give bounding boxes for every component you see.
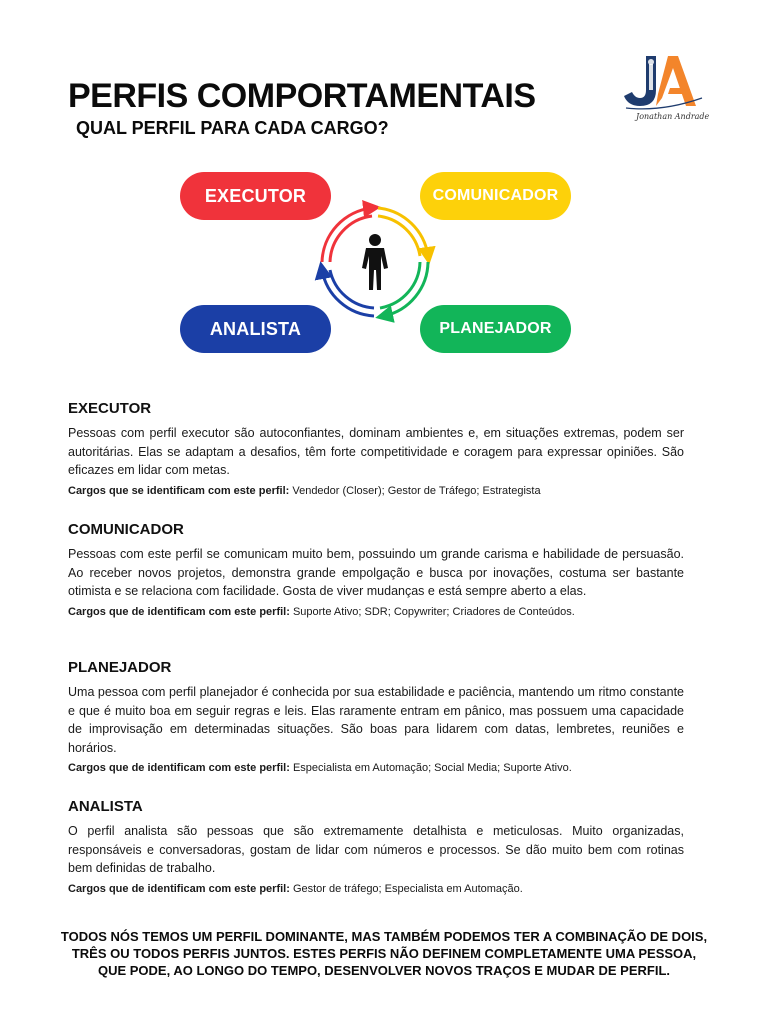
- brand-logo: [616, 50, 708, 132]
- section-roles: [68, 760, 684, 776]
- roles-list: Suporte Ativo; SDR; Copywriter; Criadores de Conteúdos.: [289, 605, 575, 618]
- roles-label: Cargos que de identificam com este perfil:: [68, 882, 290, 895]
- profile-pill-comunicador: COMUNICADOR: [420, 172, 571, 220]
- section-title: PLANEJADOR: [68, 659, 172, 676]
- profile-pill-executor: EXECUTOR: [180, 172, 331, 220]
- section-description: Uma pessoa com perfil planejador é conhecida por sua estabilidade e paciência, mantendo um ritmo constante e que é muito boa em seguir regras e leis. Elas raramente entram em pânico, mas possuem uma capacidade de improvisação em determinadas situações. São boas para lidarem com datas, lembretes, reuniões e horários.: [68, 685, 684, 755]
- profile-cycle-diagram: [300, 190, 460, 330]
- section-roles: [68, 604, 684, 620]
- section-analista: [68, 798, 684, 897]
- section-roles: [68, 483, 684, 499]
- roles-list: Vendedor (Closer); Gestor de Tráfego; Estrategista: [289, 484, 541, 497]
- section-description: Pessoas com perfil executor são autoconfiantes, dominam ambientes e, em situações extremas, podem ser autoritárias. Elas se adaptam a desafios, têm forte competitividade e coragem para expressar opiniões. São eficazes em lidar com metas.: [68, 426, 684, 477]
- person-standing-icon: [362, 234, 388, 290]
- arrow-yellow-icon: [378, 208, 428, 256]
- logo-signature: Jonathan Andrade: [636, 112, 710, 121]
- ja-logo-icon: [616, 50, 708, 114]
- roles-label: Cargos que de identificam com este perfil:: [68, 762, 290, 774]
- roles-list: Especialista em Automação; Social Media; Suporte Ativo.: [289, 762, 572, 774]
- closing-statement: TODOS NÓS TEMOS UM PERFIL DOMINANTE, MAS TAMBÉM PODEMOS TER A COMBINAÇÃO DE DOIS, TRÊS OU TODOS PERFIS JUNTOS. ESTES PERFIS NÃO DEFINEM COMPLETAMENTE UMA PESSOA, QUE PODE, AO LONGO DO TEMPO, DESENVOLVER NOVOS TRAÇOS E MUDAR DE PERFIL.: [60, 929, 708, 978]
- arrow-blue-icon: [322, 270, 374, 316]
- page-title: PERFIS COMPORTAMENTAIS: [68, 77, 536, 115]
- section-title: ANALISTA: [68, 798, 143, 815]
- profile-pill-planejador: PLANEJADOR: [420, 305, 571, 353]
- profile-pill-analista: ANALISTA: [180, 305, 331, 353]
- roles-label: Cargos que de identificam com este perfil:: [68, 605, 290, 618]
- section-comunicador: [68, 521, 684, 620]
- roles-list: Gestor de tráfego; Especialista em Automação.: [289, 882, 523, 895]
- section-description: O perfil analista são pessoas que são extremamente detalhista e meticulosas. Muito organizadas, responsáveis e conversadoras, gostam de lidar com números e processos. Se dão muito bem com rotinas bem definidas de trabalho.: [68, 824, 684, 875]
- page-subtitle: QUAL PERFIL PARA CADA CARGO?: [76, 118, 389, 138]
- section-executor: [68, 400, 684, 499]
- arrow-green-icon: [384, 262, 428, 316]
- section-planejador: [68, 659, 684, 776]
- section-title: EXECUTOR: [68, 400, 152, 417]
- section-roles: [68, 881, 684, 897]
- section-description: Pessoas com este perfil se comunicam muito bem, possuindo um grande carisma e habilidade de persuasão. Ao receber novos projetos, demonstra grande empolgação e busca por inovações, costuma ser bastante otimista e se relaciona com facilidade. Gosta de viver mudanças e está sempre aberto a elas.: [68, 547, 684, 598]
- roles-label: Cargos que se identificam com este perfil:: [68, 484, 290, 497]
- section-title: COMUNICADOR: [68, 521, 184, 538]
